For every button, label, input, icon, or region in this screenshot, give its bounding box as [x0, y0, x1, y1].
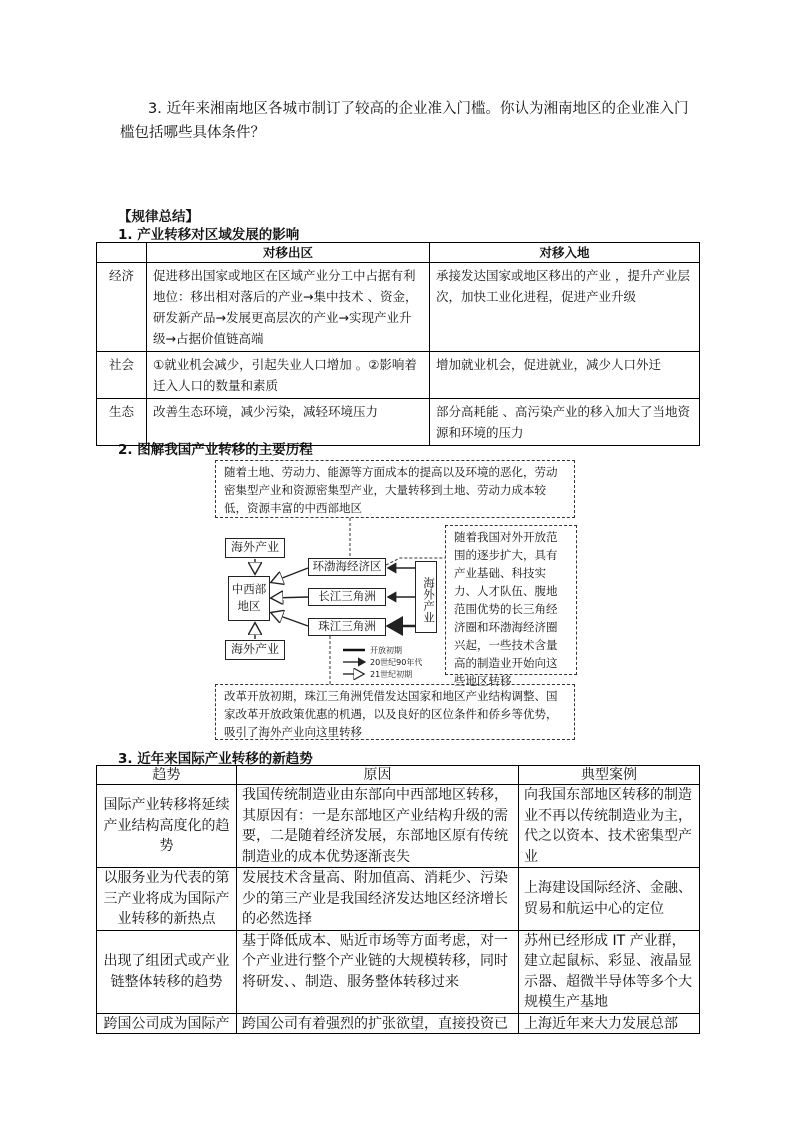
overseas-top: 海外产业 [225, 538, 285, 558]
reason-cell: 发展技术含量高、附加值高、消耗少、污染少的第三产业是我国经济发达地区经济增长的必然选择 [237, 868, 519, 931]
row-in: 部分高耗能 、高污染产业的移入加大了当地资源和环境的压力 [430, 399, 700, 446]
trend-cell: 出现了组团式或产业链整体转移的趋势 [97, 930, 237, 1013]
header-trend: 趋势 [97, 766, 237, 785]
question-3: 3. 近年来湘南地区各城市制订了较高的企业准入门槛。你认为湘南地区的企业准入门槛包括哪些具体条件？ [120, 101, 689, 141]
case-cell: 苏州已经形成 IT 产业群，建立起鼠标、彩显、液晶显示器、超微半导体等多个大规模生产基地 [519, 930, 700, 1013]
legend-item-3: 21世纪初期 [370, 670, 413, 679]
header-out: 对移出区 [147, 243, 430, 263]
trend-cell: 国际产业转移将延续产业结构高度化的趋势 [97, 785, 237, 868]
yangtze-delta: 长江三角洲 [308, 588, 386, 606]
legend-item-2: 20世纪90年代 [370, 658, 423, 667]
section-2-title: 2. 图解我国产业转移的主要历程 [118, 442, 313, 458]
summary-heading: 【规律总结】 [118, 209, 199, 225]
row-aspect: 社会 [97, 352, 147, 399]
overseas-right: 海外产业 [415, 561, 437, 633]
row-aspect: 经济 [97, 263, 147, 352]
legend-item-1: 开放初期 [370, 646, 402, 655]
trend-cell: 以服务业为代表的第三产业将成为国际产业转移的新热点 [97, 868, 237, 931]
diagram-arrows [210, 458, 590, 743]
row-in: 增加就业机会，促进就业，减少人口外迁 [430, 352, 700, 399]
reason-cell: 跨国公司有着强烈的扩张欲望，直接投资已 [237, 1013, 519, 1033]
header-blank [97, 243, 147, 263]
impact-row-economy [97, 263, 700, 352]
pearl-delta: 珠江三角洲 [308, 618, 386, 636]
section-3-title: 3. 近年来国际产业转移的新趋势 [118, 751, 313, 767]
header-reason: 原因 [237, 766, 519, 785]
reason-cell: 基于降低成本、贴近市场等方面考虑，对一个产业进行整个产业链的大规模转移，同时将研发、、制造、服务整体转移过来 [237, 930, 519, 1013]
row-aspect: 生态 [97, 399, 147, 446]
impact-table-header [97, 243, 700, 263]
trend-row [97, 785, 700, 868]
impact-row-society [97, 352, 700, 399]
right-note: 随着我国对外开放范围的逐步扩大，具有产业基础、科技实力、人才队伍、腹地范围优势的长三角经济圈和环渤海经济圈兴起，一些技术含量高的制造业开始向这些地区转移 [445, 525, 577, 675]
trend-cell: 跨国公司成为国际产 [97, 1013, 237, 1033]
header-in: 对移入地 [430, 243, 700, 263]
case-cell: 向我国东部地区转移的制造业不再以传统制造业为主，代之以资本、技术密集型产业 [519, 785, 700, 868]
trend-row [97, 930, 700, 1013]
overseas-bottom: 海外产业 [225, 640, 285, 660]
row-out: 促进移出国家或地区在区域产业分工中占据有利地位：移出相对落后的产业→集中技术 、资金，研发新产品→发展更高层次的产业→实现产业升级→占据价值链高端 [147, 263, 430, 352]
industry-transfer-diagram [210, 458, 590, 743]
row-out: ①就业机会减少，引起失业人口增加 。②影响着迁入人口的数量和素质 [147, 352, 430, 399]
trend-row [97, 1013, 700, 1033]
bottom-note: 改革开放初期，珠江三角洲凭借发达国家和地区产业结构调整、国家改革开放政策优惠的机遇，以及良好的区位条件和侨乡等优势，吸引了海外产业向这里转移 [215, 684, 575, 740]
top-note: 随着土地、劳动力、能源等方面成本的提高以及环境的恶化，劳动密集型产业和资源密集型产业，大量转移到土地、劳动力成本较低，资源丰富的中西部地区 [215, 460, 575, 518]
bohai-economic-zone: 环渤海经济区 [308, 558, 386, 576]
impact-table [96, 242, 700, 446]
case-cell: 上海近年来大力发展总部 [519, 1013, 700, 1033]
trend-row [97, 868, 700, 931]
reason-cell: 我国传统制造业由东部向中西部地区转移，其原因有：一是东部地区产业结构升级的需要，二是随着经济发展，东部地区原有传统制造业的成本优势逐渐丧失 [237, 785, 519, 868]
midwest-region: 中西部地区 [228, 576, 270, 621]
row-out: 改善生态环境，减少污染，减轻环境压力 [147, 399, 430, 446]
section-1-title: 1. 产业转移对区域发展的影响 [118, 227, 300, 243]
row-in: 承接发达国家或地区移出的产业 ，提升产业层次，加快工业化进程，促进产业升级 [430, 263, 700, 352]
trend-table-header [97, 766, 700, 785]
header-case: 典型案例 [519, 766, 700, 785]
trend-table [96, 765, 700, 1034]
case-cell: 上海建设国际经济、金融、贸易和航运中心的定位 [519, 868, 700, 931]
